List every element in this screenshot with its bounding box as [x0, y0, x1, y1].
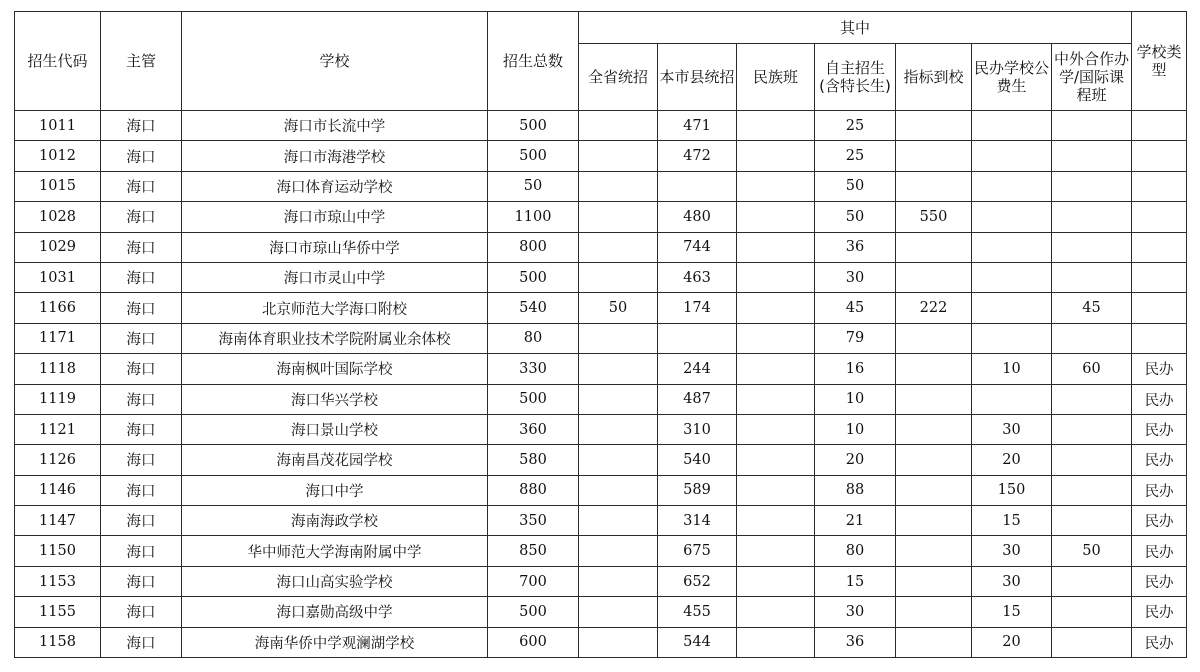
- cell-school-type: 民办: [1132, 597, 1187, 627]
- cell-enrollment-code: 1031: [15, 262, 101, 292]
- cell-international-program: [1052, 414, 1132, 444]
- cell-enrollment-code: 1147: [15, 506, 101, 536]
- cell-total: 580: [488, 445, 579, 475]
- cell-private-public-funded: [972, 293, 1052, 323]
- cell-authority: 海口: [101, 384, 182, 414]
- cell-school-name: 北京师范大学海口附校: [182, 293, 488, 323]
- cell-authority: 海口: [101, 414, 182, 444]
- cell-school-name: 海口市琼山华侨中学: [182, 232, 488, 262]
- cell-total: 500: [488, 262, 579, 292]
- table-row: [15, 414, 1187, 444]
- cell-total: 880: [488, 475, 579, 505]
- cell-self-enrollment: 15: [815, 566, 896, 596]
- cell-school-type: 民办: [1132, 384, 1187, 414]
- cell-self-enrollment: 21: [815, 506, 896, 536]
- cell-authority: 海口: [101, 566, 182, 596]
- table-row: [15, 171, 1187, 201]
- cell-quota-to-school: [896, 141, 972, 171]
- cell-international-program: [1052, 445, 1132, 475]
- cell-total: 540: [488, 293, 579, 323]
- cell-city-unified: 544: [658, 627, 737, 657]
- cell-school-name: 海口嘉勋高级中学: [182, 597, 488, 627]
- cell-total: 800: [488, 232, 579, 262]
- cell-authority: 海口: [101, 293, 182, 323]
- cell-province-unified: [579, 597, 658, 627]
- cell-province-unified: [579, 141, 658, 171]
- cell-school-type: 民办: [1132, 566, 1187, 596]
- cell-ethnic-class: [737, 171, 815, 201]
- cell-ethnic-class: [737, 597, 815, 627]
- cell-school-name: 华中师范大学海南附属中学: [182, 536, 488, 566]
- table-row: [15, 232, 1187, 262]
- cell-self-enrollment: 16: [815, 354, 896, 384]
- cell-authority: 海口: [101, 171, 182, 201]
- cell-school-type: 民办: [1132, 627, 1187, 657]
- cell-quota-to-school: [896, 597, 972, 627]
- enrollment-table-container: [14, 11, 1187, 658]
- cell-province-unified: [579, 384, 658, 414]
- cell-ethnic-class: [737, 323, 815, 353]
- cell-international-program: 60: [1052, 354, 1132, 384]
- table-row: [15, 506, 1187, 536]
- cell-school-type: 民办: [1132, 354, 1187, 384]
- cell-ethnic-class: [737, 445, 815, 475]
- cell-total: 850: [488, 536, 579, 566]
- enrollment-table: [14, 11, 1187, 658]
- cell-enrollment-code: 1029: [15, 232, 101, 262]
- cell-city-unified: 744: [658, 232, 737, 262]
- cell-ethnic-class: [737, 111, 815, 141]
- cell-private-public-funded: [972, 384, 1052, 414]
- cell-enrollment-code: 1126: [15, 445, 101, 475]
- cell-province-unified: [579, 475, 658, 505]
- cell-city-unified: 174: [658, 293, 737, 323]
- cell-school-type: 民办: [1132, 475, 1187, 505]
- cell-private-public-funded: [972, 232, 1052, 262]
- cell-total: 80: [488, 323, 579, 353]
- cell-self-enrollment: 50: [815, 171, 896, 201]
- cell-province-unified: [579, 323, 658, 353]
- cell-authority: 海口: [101, 111, 182, 141]
- cell-enrollment-code: 1118: [15, 354, 101, 384]
- cell-city-unified: 310: [658, 414, 737, 444]
- table-row: [15, 111, 1187, 141]
- cell-school-type: [1132, 111, 1187, 141]
- cell-school-name: 海口市琼山中学: [182, 202, 488, 232]
- cell-authority: 海口: [101, 262, 182, 292]
- cell-self-enrollment: 36: [815, 232, 896, 262]
- table-row: [15, 475, 1187, 505]
- cell-international-program: 50: [1052, 536, 1132, 566]
- cell-enrollment-code: 1012: [15, 141, 101, 171]
- cell-quota-to-school: [896, 171, 972, 201]
- header-ethnic-class: 民族班: [737, 44, 815, 111]
- cell-enrollment-code: 1150: [15, 536, 101, 566]
- cell-quota-to-school: [896, 111, 972, 141]
- cell-province-unified: [579, 506, 658, 536]
- cell-ethnic-class: [737, 293, 815, 323]
- cell-self-enrollment: 36: [815, 627, 896, 657]
- cell-ethnic-class: [737, 232, 815, 262]
- table-row: [15, 384, 1187, 414]
- cell-total: 350: [488, 506, 579, 536]
- cell-self-enrollment: 79: [815, 323, 896, 353]
- cell-enrollment-code: 1166: [15, 293, 101, 323]
- cell-total: 50: [488, 171, 579, 201]
- cell-school-type: 民办: [1132, 506, 1187, 536]
- cell-private-public-funded: 15: [972, 506, 1052, 536]
- cell-province-unified: [579, 202, 658, 232]
- cell-province-unified: [579, 445, 658, 475]
- cell-school-name: 海口中学: [182, 475, 488, 505]
- cell-self-enrollment: 88: [815, 475, 896, 505]
- cell-authority: 海口: [101, 141, 182, 171]
- cell-international-program: [1052, 202, 1132, 232]
- cell-city-unified: 314: [658, 506, 737, 536]
- cell-province-unified: 50: [579, 293, 658, 323]
- cell-total: 700: [488, 566, 579, 596]
- cell-international-program: [1052, 262, 1132, 292]
- cell-enrollment-code: 1119: [15, 384, 101, 414]
- cell-private-public-funded: [972, 202, 1052, 232]
- cell-authority: 海口: [101, 445, 182, 475]
- table-row: [15, 445, 1187, 475]
- header-province-unified: 全省统招: [579, 44, 658, 111]
- cell-total: 500: [488, 384, 579, 414]
- cell-province-unified: [579, 566, 658, 596]
- cell-ethnic-class: [737, 506, 815, 536]
- cell-school-name: 海口市海港学校: [182, 141, 488, 171]
- cell-school-type: 民办: [1132, 445, 1187, 475]
- cell-province-unified: [579, 262, 658, 292]
- cell-quota-to-school: [896, 414, 972, 444]
- cell-ethnic-class: [737, 627, 815, 657]
- cell-private-public-funded: [972, 323, 1052, 353]
- cell-enrollment-code: 1171: [15, 323, 101, 353]
- cell-city-unified: [658, 323, 737, 353]
- cell-quota-to-school: [896, 506, 972, 536]
- cell-enrollment-code: 1121: [15, 414, 101, 444]
- cell-authority: 海口: [101, 597, 182, 627]
- cell-authority: 海口: [101, 506, 182, 536]
- cell-self-enrollment: 30: [815, 597, 896, 627]
- cell-school-name: 海口市灵山中学: [182, 262, 488, 292]
- cell-self-enrollment: 10: [815, 384, 896, 414]
- cell-school-name: 海口华兴学校: [182, 384, 488, 414]
- cell-quota-to-school: [896, 475, 972, 505]
- cell-ethnic-class: [737, 414, 815, 444]
- cell-ethnic-class: [737, 384, 815, 414]
- cell-school-type: [1132, 232, 1187, 262]
- table-row: [15, 627, 1187, 657]
- cell-authority: 海口: [101, 323, 182, 353]
- cell-city-unified: 471: [658, 111, 737, 141]
- header-among-group: 其中: [579, 12, 1132, 44]
- cell-quota-to-school: 222: [896, 293, 972, 323]
- cell-quota-to-school: [896, 627, 972, 657]
- cell-self-enrollment: 80: [815, 536, 896, 566]
- cell-international-program: [1052, 384, 1132, 414]
- cell-school-name: 海南海政学校: [182, 506, 488, 536]
- cell-international-program: [1052, 111, 1132, 141]
- cell-authority: 海口: [101, 354, 182, 384]
- cell-school-type: [1132, 202, 1187, 232]
- cell-authority: 海口: [101, 202, 182, 232]
- cell-enrollment-code: 1158: [15, 627, 101, 657]
- cell-city-unified: 455: [658, 597, 737, 627]
- table-row: [15, 202, 1187, 232]
- cell-enrollment-code: 1011: [15, 111, 101, 141]
- cell-ethnic-class: [737, 202, 815, 232]
- cell-city-unified: 675: [658, 536, 737, 566]
- cell-quota-to-school: [896, 354, 972, 384]
- cell-enrollment-code: 1028: [15, 202, 101, 232]
- cell-private-public-funded: 20: [972, 445, 1052, 475]
- table-row: [15, 262, 1187, 292]
- cell-authority: 海口: [101, 475, 182, 505]
- table-row: [15, 536, 1187, 566]
- cell-school-type: 民办: [1132, 414, 1187, 444]
- cell-ethnic-class: [737, 475, 815, 505]
- cell-total: 500: [488, 111, 579, 141]
- header-quota-to-school: 指标到校: [896, 44, 972, 111]
- cell-international-program: [1052, 566, 1132, 596]
- cell-province-unified: [579, 111, 658, 141]
- cell-private-public-funded: 20: [972, 627, 1052, 657]
- cell-school-name: 海口山高实验学校: [182, 566, 488, 596]
- cell-quota-to-school: [896, 323, 972, 353]
- cell-enrollment-code: 1153: [15, 566, 101, 596]
- cell-school-type: [1132, 171, 1187, 201]
- cell-school-type: [1132, 262, 1187, 292]
- header-international-program: 中外合作办学/国际课程班: [1052, 44, 1132, 111]
- cell-self-enrollment: 45: [815, 293, 896, 323]
- cell-city-unified: 589: [658, 475, 737, 505]
- cell-international-program: [1052, 232, 1132, 262]
- cell-city-unified: [658, 171, 737, 201]
- cell-self-enrollment: 25: [815, 111, 896, 141]
- cell-self-enrollment: 10: [815, 414, 896, 444]
- cell-school-type: 民办: [1132, 536, 1187, 566]
- table-body: [15, 111, 1187, 658]
- cell-enrollment-code: 1015: [15, 171, 101, 201]
- table-row: [15, 323, 1187, 353]
- cell-international-program: [1052, 506, 1132, 536]
- cell-province-unified: [579, 232, 658, 262]
- cell-quota-to-school: [896, 262, 972, 292]
- cell-quota-to-school: 550: [896, 202, 972, 232]
- cell-quota-to-school: [896, 232, 972, 262]
- header-private-public-funded: 民办学校公费生: [972, 44, 1052, 111]
- cell-international-program: 45: [1052, 293, 1132, 323]
- cell-quota-to-school: [896, 445, 972, 475]
- cell-school-type: [1132, 141, 1187, 171]
- cell-private-public-funded: 30: [972, 414, 1052, 444]
- cell-enrollment-code: 1155: [15, 597, 101, 627]
- table-row: [15, 293, 1187, 323]
- cell-self-enrollment: 30: [815, 262, 896, 292]
- header-school-type: 学校类型: [1132, 12, 1187, 111]
- cell-self-enrollment: 20: [815, 445, 896, 475]
- cell-international-program: [1052, 323, 1132, 353]
- cell-province-unified: [579, 171, 658, 201]
- cell-school-name: 海南华侨中学观澜湖学校: [182, 627, 488, 657]
- cell-private-public-funded: [972, 171, 1052, 201]
- cell-total: 1100: [488, 202, 579, 232]
- cell-city-unified: 487: [658, 384, 737, 414]
- cell-province-unified: [579, 536, 658, 566]
- table-row: [15, 141, 1187, 171]
- cell-authority: 海口: [101, 232, 182, 262]
- cell-province-unified: [579, 414, 658, 444]
- header-enrollment-code: 招生代码: [15, 12, 101, 111]
- cell-private-public-funded: 30: [972, 566, 1052, 596]
- cell-private-public-funded: [972, 141, 1052, 171]
- cell-authority: 海口: [101, 536, 182, 566]
- cell-enrollment-code: 1146: [15, 475, 101, 505]
- cell-total: 330: [488, 354, 579, 384]
- cell-quota-to-school: [896, 536, 972, 566]
- cell-total: 500: [488, 597, 579, 627]
- cell-international-program: [1052, 141, 1132, 171]
- cell-international-program: [1052, 171, 1132, 201]
- cell-private-public-funded: 150: [972, 475, 1052, 505]
- header-authority: 主管: [101, 12, 182, 111]
- cell-private-public-funded: [972, 262, 1052, 292]
- header-total: 招生总数: [488, 12, 579, 111]
- cell-international-program: [1052, 627, 1132, 657]
- table-row: [15, 566, 1187, 596]
- cell-school-name: 海南体育职业技术学院附属业余体校: [182, 323, 488, 353]
- cell-ethnic-class: [737, 536, 815, 566]
- header-self-enrollment: 自主招生(含特长生): [815, 44, 896, 111]
- table-row: [15, 597, 1187, 627]
- cell-total: 600: [488, 627, 579, 657]
- header-school: 学校: [182, 12, 488, 111]
- cell-school-name: 海口景山学校: [182, 414, 488, 444]
- cell-city-unified: 472: [658, 141, 737, 171]
- cell-province-unified: [579, 627, 658, 657]
- table-row: [15, 354, 1187, 384]
- cell-international-program: [1052, 597, 1132, 627]
- cell-international-program: [1052, 475, 1132, 505]
- cell-school-name: 海口市长流中学: [182, 111, 488, 141]
- cell-self-enrollment: 50: [815, 202, 896, 232]
- cell-private-public-funded: 10: [972, 354, 1052, 384]
- cell-ethnic-class: [737, 141, 815, 171]
- cell-school-name: 海口体育运动学校: [182, 171, 488, 201]
- cell-private-public-funded: 30: [972, 536, 1052, 566]
- cell-private-public-funded: [972, 111, 1052, 141]
- cell-self-enrollment: 25: [815, 141, 896, 171]
- cell-city-unified: 480: [658, 202, 737, 232]
- cell-city-unified: 652: [658, 566, 737, 596]
- cell-province-unified: [579, 354, 658, 384]
- cell-authority: 海口: [101, 627, 182, 657]
- cell-ethnic-class: [737, 566, 815, 596]
- cell-private-public-funded: 15: [972, 597, 1052, 627]
- cell-city-unified: 463: [658, 262, 737, 292]
- header-city-unified: 本市县统招: [658, 44, 737, 111]
- cell-city-unified: 244: [658, 354, 737, 384]
- cell-school-name: 海南昌茂花园学校: [182, 445, 488, 475]
- cell-city-unified: 540: [658, 445, 737, 475]
- cell-total: 500: [488, 141, 579, 171]
- cell-ethnic-class: [737, 354, 815, 384]
- cell-quota-to-school: [896, 384, 972, 414]
- cell-school-type: [1132, 323, 1187, 353]
- cell-quota-to-school: [896, 566, 972, 596]
- cell-school-name: 海南枫叶国际学校: [182, 354, 488, 384]
- cell-school-type: [1132, 293, 1187, 323]
- cell-total: 360: [488, 414, 579, 444]
- cell-ethnic-class: [737, 262, 815, 292]
